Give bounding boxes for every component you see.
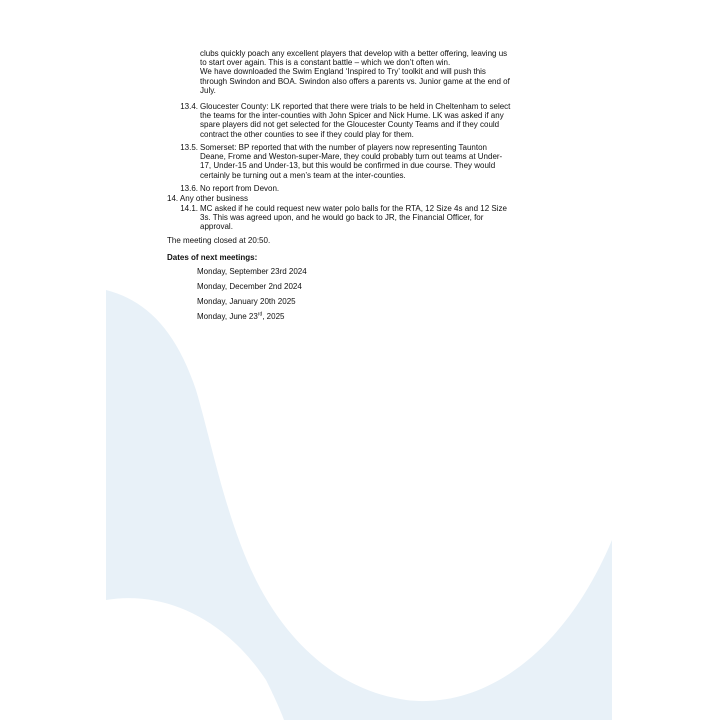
item-number: 13.4. (180, 102, 198, 111)
meeting-date: Monday, September 23rd 2024 (197, 267, 307, 276)
item-text (200, 184, 552, 193)
text-line: MC asked if he could request new water polo balls for the RTA, 12 Size 4s and 12 Size (200, 204, 507, 213)
text-line: clubs quickly poach any excellent players that develop with a better offering, leaving us (200, 49, 508, 58)
text-line: We have downloaded the Swim England ‘Inspired to Try’ toolkit and will push this (200, 67, 486, 77)
text-line: Gloucester County: LK reported that there were trials to be held in Cheltenham to select (200, 102, 511, 111)
ordinal-suffix: rd (257, 311, 263, 318)
text-line: contract the other counties to see if they could play for them. (200, 129, 414, 139)
item-text (200, 204, 552, 232)
item-text (200, 143, 552, 180)
text-line: through Swindon and BOA. Swindon also offers a parents vs. Junior game at the end of (200, 76, 510, 86)
meeting-closed-text: The meeting closed at 20:50. (167, 236, 271, 245)
item-number: 14.1. (180, 204, 198, 213)
text-line: spare players did not get selected for the Gloucester County Teams and if they could (200, 120, 500, 130)
item-number: 13.6. (180, 184, 198, 193)
text-line: the teams for the inter-counties with John Spicer and Nick Hume. LK was asked if any (200, 111, 504, 121)
text-line: 3s. This was agreed upon, and he would go back to JR, the Financial Officer, for (200, 213, 484, 223)
text-line: July. (200, 85, 216, 95)
meeting-date: Monday, December 2nd 2024 (197, 282, 302, 291)
item-number: 13.5. (180, 143, 198, 152)
next-meetings-heading: Dates of next meetings: (167, 253, 258, 262)
text-line: approval. (200, 222, 233, 232)
meeting-date-year: , 2025 (262, 312, 285, 321)
text-line: 17, Under-15 and Under-13, but this would be confirmed in due course. They would (200, 161, 496, 171)
section-14-heading: 14. Any other business (167, 194, 248, 203)
meeting-date-last (197, 312, 284, 321)
meeting-date: Monday, January 20th 2025 (197, 297, 296, 306)
text-line: Somerset: BP reported that with the number of players now representing Taunton (200, 143, 487, 152)
meeting-date-text: Monday, June 23 (197, 312, 258, 321)
item-text (200, 102, 552, 139)
text-line: Deane, Frome and Weston-super-Mare, they could probably turn out teams at Under- (200, 152, 503, 162)
text-line: to start over again. This is a constant battle – which we don’t often win. (200, 58, 451, 68)
text-line: certainly be turning out a men’s team at the inter-counties. (200, 170, 406, 180)
text-line: No report from Devon. (200, 184, 280, 193)
continuation-paragraph (200, 49, 560, 95)
